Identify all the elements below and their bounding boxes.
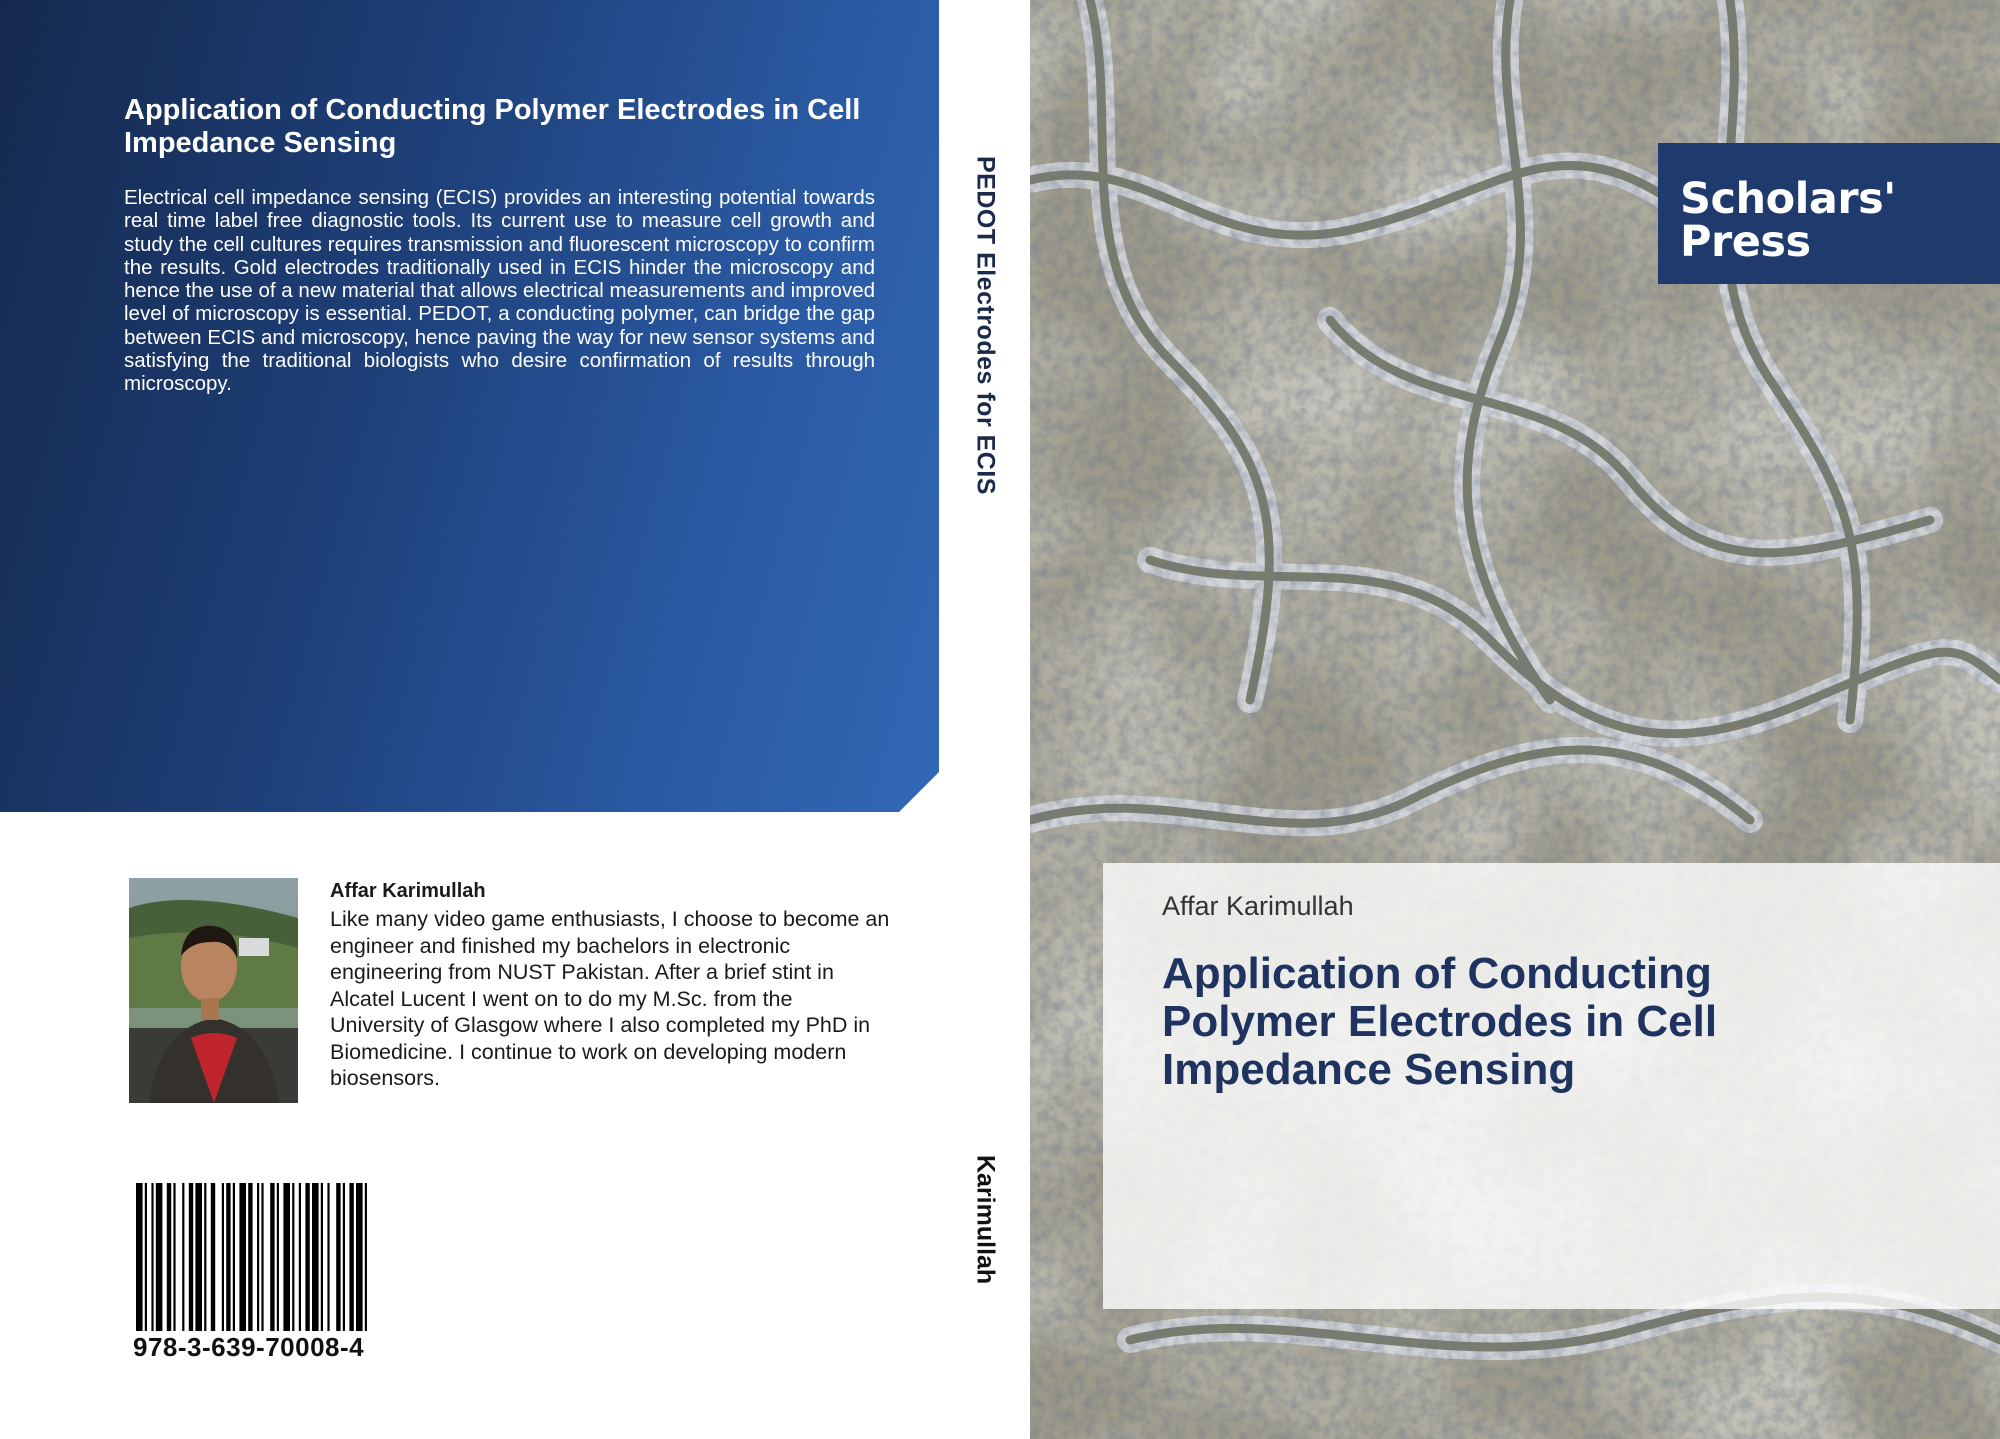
spine (939, 0, 1030, 1439)
publisher-logo: Scholars' Press (1680, 174, 1896, 267)
spine-author: Karimullah (971, 1155, 1000, 1285)
author-bio: Like many video game enthusiasts, I choose to become an engineer and finished my bachelors in electronic engineering from NUST Pakistan. After a brief stint in Alcatel Lucent I went on to do my M.Sc. from the University of Glasgow where I also completed my PhD in Biomedicine. I continue to work on developing modern biosensors. (330, 907, 890, 1090)
front-cover-title: Application of Conducting Polymer Electrodes in Cell Impedance Sensing (1162, 949, 1718, 1094)
back-cover-title: Application of Conducting Polymer Electrodes in Cell Impedance Sensing (124, 94, 861, 159)
back-author-name: Affar Karimullah (330, 880, 486, 902)
front-cover (1030, 0, 2000, 1439)
barcode-icon (136, 1183, 412, 1331)
back-cover-blurb: Electrical cell impedance sensing (ECIS) provides an interesting potential towards real time label free diagnostic tools. Its current use to measure cell growth and study the cell cultures requires transmission and fluorescent microscopy to confirm the results. Gold electrodes traditionally used in ECIS hinder the microscopy and hence the use of a new material that allows electrical measurements and improved level of microscopy is essential. PEDOT, a conducting polymer, can bridge the gap between ECIS and microscopy, hence paving the way for new sensor systems and satisfying the traditional biologists who desire confirmation of results through microscopy. (124, 186, 875, 396)
author-photo (129, 878, 298, 1103)
front-author-name: Affar Karimullah (1162, 891, 1354, 921)
isbn-number: 978-3-639-70008-4 (133, 1332, 365, 1362)
spine-title: PEDOT Electrodes for ECIS (971, 156, 1000, 495)
